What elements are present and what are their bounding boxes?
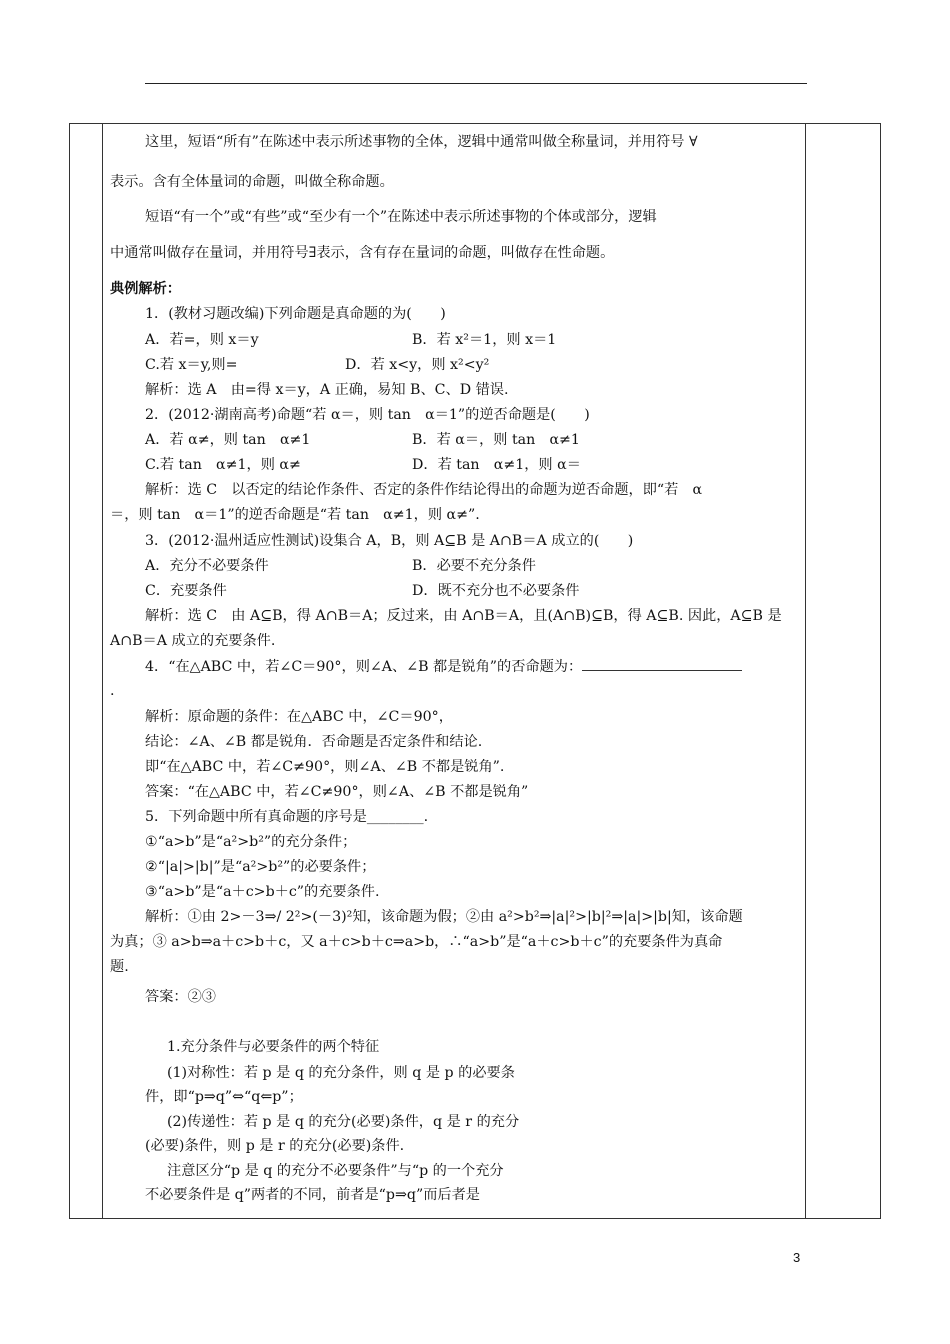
- right-column-divider: [805, 124, 806, 1218]
- q4-stem-text: 4．“在△ABC 中，若∠C＝90°，则∠A、∠B 都是锐角”的否命题为：: [145, 659, 583, 675]
- q3-option-b: B．必要不充分条件: [412, 558, 536, 574]
- notes-line6: 不必要条件是 q”两者的不同，前者是“p⇒q”而后者是: [145, 1187, 480, 1203]
- q3-option-d: D．既不充分也不必要条件: [412, 583, 580, 599]
- notes-line1: (1)对称性：若 p 是 q 的充分条件，则 q 是 p 的必要条: [167, 1065, 515, 1081]
- q5-answer: 答案：②③: [145, 989, 216, 1005]
- notes-line3: (2)传递性：若 p 是 q 的充分(必要)条件，q 是 r 的充分: [167, 1114, 520, 1130]
- q5-item2: ②“|a|>|b|”是“a²>b²”的必要条件；: [145, 859, 376, 875]
- q5-item3: ③“a>b”是“a＋c>b＋c”的充要条件.: [145, 884, 380, 900]
- q4-stem-end: .: [110, 683, 115, 699]
- q1-option-c: C.若 x＝y,则=: [145, 357, 238, 373]
- q4-analysis-line2: 结论：∠A、∠B 都是锐角．否命题是否定条件和结论.: [145, 734, 483, 750]
- q2-analysis-line2: ＝，则 tan α＝1”的逆否命题是“若 tan α≠1，则 α≠”.: [110, 507, 480, 523]
- q5-analysis-line2: 为真；③ a>b⇒a＋c>b＋c，又 a＋c>b＋c⇒a>b，∴“a>b”是“a＋c>b＋c”的充要条件为真命: [110, 934, 723, 950]
- intro-p2-line2: 中通常叫做存在量词，并用符号∃表示，含有存在量词的命题，叫做存在性命题。: [110, 245, 615, 261]
- page-number: 3: [793, 1250, 801, 1265]
- q3-stem: 3．(2012·温州适应性测试)设集合 A，B，则 A⊆B 是 A∩B＝A 成立的( ): [145, 533, 634, 549]
- q4-stem: [145, 656, 742, 677]
- q1-option-d: D．若 x<y，则 x²<y²: [345, 357, 490, 373]
- left-column-divider: [102, 124, 103, 1218]
- q3-analysis-line2: A∩B＝A 成立的充要条件.: [110, 633, 276, 649]
- intro-p2-line1: 短语“有一个”或“有些”或“至少有一个”在陈述中表示所述事物的个体或部分，逻辑: [145, 209, 657, 225]
- q3-option-c: C．充要条件: [145, 583, 227, 599]
- q4-analysis-line1: 解析：原命题的条件：在△ABC 中，∠C＝90°，: [145, 709, 453, 725]
- q3-analysis-line1: 解析：选 C 由 A⊆B，得 A∩B＝A；反过来，由 A∩B＝A，且(A∩B)⊆B，得 A⊆B. 因此，A⊆B 是: [145, 608, 782, 624]
- q4-answer: 答案：“在△ABC 中，若∠C≠90°，则∠A、∠B 不都是锐角”: [145, 784, 529, 800]
- q1-option-b: B．若 x²＝1，则 x＝1: [412, 332, 557, 348]
- intro-p1-line1: 这里，短语“所有”在陈述中表示所述事物的全体，逻辑中通常叫做全称量词，并用符号 ∀: [145, 134, 698, 150]
- q1-option-a: A．若=，则 x＝y: [145, 332, 259, 348]
- q5-analysis-line1: 解析：①由 2>－3⇒/ 2²>(－3)²知，该命题为假；②由 a²>b²⇒|a|²>|b|²⇒|a|>|b|知，该命题: [145, 909, 743, 925]
- q2-stem: 2．(2012·湖南高考)命题“若 α＝，则 tan α＝1”的逆否命题是( ): [145, 407, 590, 423]
- q5-stem: 5．下列命题中所有真命题的序号是________.: [145, 809, 429, 825]
- notes-title: 1.充分条件与必要条件的两个特征: [167, 1039, 380, 1055]
- notes-line5: 注意区分“p 是 q 的充分不必要条件”与“p 的一个充分: [167, 1163, 504, 1179]
- q4-answer-blank: [582, 656, 742, 671]
- intro-p1-line2: 表示。含有全体量词的命题，叫做全称命题。: [110, 174, 394, 190]
- q3-option-a: A．充分不必要条件: [145, 558, 269, 574]
- q2-option-c: C.若 tan α≠1，则 α≠: [145, 457, 301, 473]
- q5-analysis-line3: 题.: [110, 959, 129, 975]
- q1-analysis: 解析：选 A 由=得 x＝y，A 正确，易知 B、C、D 错误.: [145, 382, 509, 398]
- section-title: 典例解析：: [110, 281, 181, 297]
- q2-option-d: D．若 tan α≠1，则 α＝: [412, 457, 581, 473]
- q1-stem: 1．(教材习题改编)下列命题是真命题的为( ): [145, 306, 446, 322]
- q2-analysis-line1: 解析：选 C 以否定的结论作条件、否定的条件作结论得出的命题为逆否命题，即“若 α: [145, 482, 703, 498]
- q4-analysis-line3: 即“在△ABC 中，若∠C≠90°，则∠A、∠B 不都是锐角”.: [145, 759, 505, 775]
- notes-line2: 件，即“p⇒q”⇔“q⇐p”；: [145, 1089, 303, 1105]
- q2-option-a: A．若 α≠，则 tan α≠1: [145, 432, 311, 448]
- notes-line4: (必要)条件，则 p 是 r 的充分(必要)条件.: [145, 1138, 405, 1154]
- header-rule: [145, 83, 807, 84]
- q5-item1: ①“a>b”是“a²>b²”的充分条件；: [145, 834, 357, 850]
- q2-option-b: B．若 α＝，则 tan α≠1: [412, 432, 580, 448]
